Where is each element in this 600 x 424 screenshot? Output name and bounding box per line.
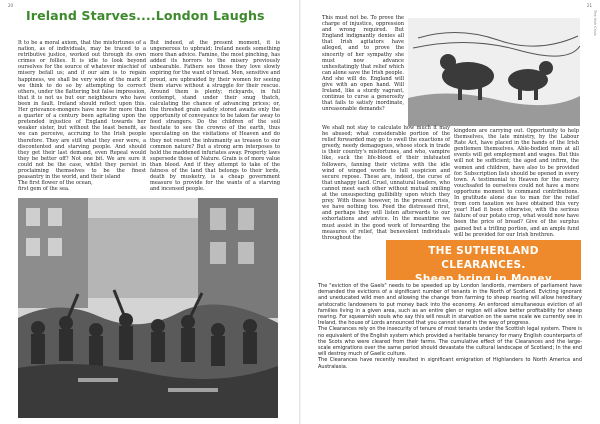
article-paragraph: This must not be. To prove the charge of injustice, oppression and wrong required. But England indignantly denies all that Irish agitators have alleged, and to prove the sincerity of her sympathy she must now advance unhesitatingly that relief which can alone save the Irish people. And she will do. England will give with an open hand. Will Ireland, like a sturdy vagrant, continue to curse a generosity that fails to satisfy inordinate, unreasonable demands?: [322, 15, 405, 113]
riot-engraving: [18, 198, 278, 418]
cartoon-engraving: [408, 18, 580, 126]
article-paragraph: The Clearances have recently resulted in significant emigration of Highlanders to North America and Australasia.: [318, 357, 582, 370]
headline: Ireland Starves....London Laughs: [26, 8, 265, 23]
banner-title: THE SUTHERLAND CLEARANCES.: [428, 245, 539, 271]
verse-line: first gem of the sea.: [18, 186, 70, 193]
right-page: [300, 0, 600, 424]
right-column-2: [454, 128, 579, 238]
left-column-1: [18, 40, 146, 192]
sutherland-banner: [386, 240, 581, 285]
banner-subtitle: Sheep bring in Money: [414, 273, 553, 285]
article-paragraph: We shall not stay to calculate how much it may be abused; what considerable portion of the relief forwarded may go to swell the exactions of greedy, needy demagogues, whose stock in trade is their country's misfortunes, and who, vampire like, suck the life-blood of their infatuated followers, fanning their victims with the idle wind of winged words to lull suspicion and secure repose. These are, indeed, the curse of that unhappy land. Cruel, unnatural leaders, who cannot meet each other without mutual smiling at the unsuspecting gullibility upon which they prey. With these however, in the present crisis, we have nothing too. Feed the distressed first, and perhaps they will listen afterwards to our exhortations and advice. In the meantime we must assist in the good work of forwarding the measures of relief, that benevolent individuals throughout the: [322, 125, 450, 241]
article-paragraph: It to be a moral axiom, that the misfortunes of a nation, as of individuals, may be traced to a retributive justice, worked out through its own crimes or follies. It is idle to look beyond ourselves for the source of whatever mischief of misery befall us; and if our aim is to regain happiness, we shall be very wide of the mark if we think to do so by attempting to correct others, under the flattering but false impression, that it is not us but our neighbours who have been in fault. Ireland should reflect upon this. Her grievance-mongers have now for more than a quarter of a century been agitating upon the pretended injustice of England towards her weaker sister, but without the least benefit, as we can perceive, accruing to the Irish people therefore. They are still what they ever were, a discontented and starving people. And should they get their last demand, even Repeal would they be better off? Not one bit. We are sure it could not be the case, whilst they persist in proclaiming themselves to be the finest peasantry in the world, and their island: [18, 40, 146, 181]
clearances-article: [318, 283, 582, 370]
side-label: The Irish Crisis: [593, 10, 597, 36]
page-number-right: 21: [586, 3, 592, 8]
left-column-2: [150, 40, 280, 192]
article-paragraph: kingdom are carrying out. Opportunity to help themselves, the late ministry, by the Labour Rate Act, have placed in the hands of the Irish gentlemen themselves. Able-bodied men at all events will get employment and wages. But this will not be sufficient; the aged and infirm, the women and children, have also to be provided for. Subscription lists should be opened in every town. A testimonial to Heaven for the mercy vouchsafed to ourselves could not have a more opportune moment to command contributions. In gratitude alone due to man for the relief from corn taxation we have obtained this very year! Had it been otherwise, with the serious failure of our potato crop, what would now have been the price of bread? Give of the surplus gained but a trifling portion, and an ample fund will be provided for our Irish brethren.: [454, 128, 579, 238]
article-paragraph: The "eviction of the Gaels" needs to be speeded up by London landlords, members of parliament have demanded the evictions of a significant number of tenants in the North of Scotland. Evicting ignorant and uneducated wild men and allowing the change from farming to sheep rearing will allow hereditary aristocratic landowners to put money back into the economy. An enforced simultaneous eviction of all families living in a given area, such as an entire glen or region will allow better profitability for sheep rearing. For squeamish souls who say this will result in starvation on the same scale we currently see in Ireland, the house of Lords announced that you cannot stand in the way of progress.: [318, 283, 582, 327]
right-column-1-top: [322, 15, 404, 113]
article-paragraph: But indeed, at the present moment, it is ungenerous to upbraid; Ireland needs something more than advice. Famine, the most pinching, has added its horrors to the misery previously unbearable. Fathers see those they love slowly expiring for the want of bread. Men, sensitive and proud, are upbraided by their women for seeing them starve without a struggle for their rescue. Around them is plenty; rickyards, in full contempt, stand under their snug thatch, calculating the chance of advancing prices; or, the threshed grain safely stored awaits only the opportunity of conveyance to be taken far away to feed strangers. Do the children of the soil hesitate to see the crowns of the earth, thus speculating on the visitations of Heaven and do they not resent the inhumanity as treason to our common nature? But a strong arm interposes to hold the maddened infuriates away. Property laws supersede those of Nature. Grain is of more value than blood. And if they attempt to take of the fatness of the land that belongs to their lords, death by musketry, is a cheap government measure to provide for the wants of a starving and incensed people.: [150, 40, 280, 193]
verse-line: The first flower of the ocean,: [18, 180, 93, 187]
article-paragraph: The Clearances rely on the insecurity of tenure of most tenants under the Scottish legal system. There is no equivalent of the English system which provided a heritable tenancy for many English counterparts of the Scots who were cleared from their farms. The cumulative effect of the Clearances and the large-scale emigrations over the same period should devastate the cultural landscape of Scotland; In the end will destroy much of Gaelic culture.: [318, 326, 582, 358]
page-number-left: 20: [8, 3, 14, 8]
right-column-1: [322, 125, 450, 241]
